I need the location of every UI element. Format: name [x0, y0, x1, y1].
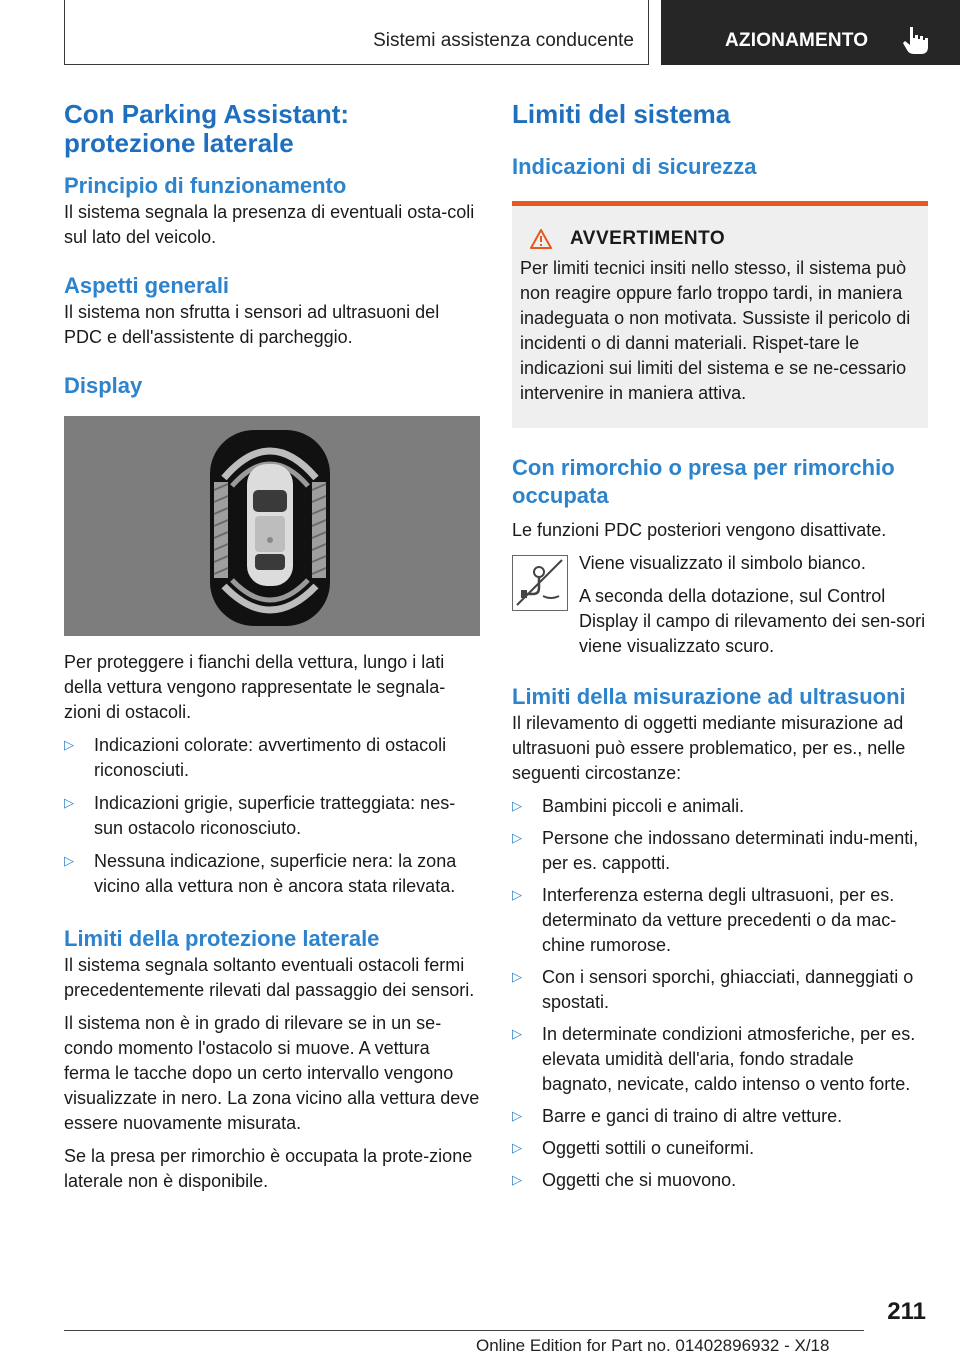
principio-heading: Principio di funzionamento: [64, 173, 347, 198]
trailer-hitch-icon: [512, 555, 568, 611]
rimorchio-text-2: Viene visualizzato il simbolo bianco.: [579, 553, 866, 573]
warning-header: [520, 228, 920, 250]
warning-title: AVVERTIMENTO: [570, 228, 726, 249]
footer-divider: [64, 1330, 864, 1331]
header-chapter-title: AZIONAMENTO: [725, 30, 869, 51]
rimorchio-heading: Con rimorchio o presa per rimorchio occupata: [512, 455, 895, 508]
header-section-tab: [64, 0, 649, 65]
footer-edition-text: Online Edition for Part no. 01402896932 - X/18: [476, 1336, 830, 1355]
list-item: ▷ Barre e ganci di traino di altre vetture.: [512, 1104, 928, 1129]
list-item: ▷ Con i sensori sporchi, ghiacciati, danneggiati o spostati.: [512, 965, 928, 1015]
left-column: [64, 100, 480, 1194]
car-top-view-illustration: [64, 416, 480, 636]
limiti-text-1: Il sistema segnala soltanto eventuali ostacoli fermi precedentemente rilevati dal passaggio dei sensori.: [64, 955, 475, 1000]
list-item: ▷ Persone che indossano determinati indu-menti, per es. cappotti.: [512, 826, 928, 876]
warning-box: [512, 201, 928, 428]
warning-text: Per limiti tecnici insiti nello stesso, il sistema può non reagire oppure farlo troppo tardi, in maniera inadeguata o non motivata. Sussiste il pericolo di incidenti o di danni materiali. Rispet-tare le indicazioni sui limiti del sistema e se ne-cessario intervenire in maniera attiva.: [520, 258, 911, 403]
list-item: ▷ Oggetti sottili o cuneiformi.: [512, 1136, 928, 1161]
tow-symbol-row: [512, 551, 928, 659]
display-bullet-list: [64, 733, 480, 899]
aspetti-text: Il sistema non sfrutta i sensori ad ultrasuoni del PDC e dell'assistente di parcheggio.: [64, 302, 440, 347]
display-text: Per proteggere i fianchi della vettura, lungo i lati della vettura vengono rappresentate le segnala-zioni di ostacoli.: [64, 652, 446, 722]
list-item: ▷ Interferenza esterna degli ultrasuoni, per es. determinato da vetture precedenti o da mac-chine rumorose.: [512, 883, 928, 958]
rimorchio-text-1: Le funzioni PDC posteriori vengono disattivate.: [512, 520, 887, 540]
side-protection-display-figure: [64, 416, 480, 636]
misurazione-bullet-list: [512, 794, 928, 1193]
display-heading: Display: [64, 373, 143, 398]
rimorchio-text-3: A seconda della dotazione, sul Control Display il campo di rilevamento dei sen-sori viene visualizzato scuro.: [579, 586, 926, 656]
limiti-protezione-heading: Limiti della protezione laterale: [64, 926, 380, 951]
limiti-text-3: Se la presa per rimorchio è occupata la prote-zione laterale non è disponibile.: [64, 1146, 473, 1191]
limiti-sistema-title: Limiti del sistema: [512, 99, 731, 129]
misurazione-heading: Limiti della misurazione ad ultrasuoni: [512, 684, 906, 709]
sicurezza-heading: Indicazioni di sicurezza: [512, 154, 757, 179]
header-chapter-tab: [661, 0, 960, 65]
list-item: ▷ Bambini piccoli e animali.: [512, 794, 928, 819]
list-item: ▷ Indicazioni colorate: avvertimento di ostacoli riconosciuti.: [64, 733, 480, 783]
list-item: ▷ Indicazioni grigie, superficie tratteggiata: nes-sun ostacolo riconosciuto.: [64, 791, 480, 841]
limiti-text-2: Il sistema non è in grado di rilevare se in un se-condo momento l'ostacolo si muove. A vettura ferma le tacche dopo un certo intervallo vengono visualizzate in nero. La zona vicino alla vettura deve essere nuovamente misurata.: [64, 1013, 480, 1133]
warning-triangle-icon: [530, 229, 552, 249]
pointing-hand-icon: [901, 25, 929, 55]
page-number: 211: [887, 1298, 926, 1325]
list-item: ▷ Nessuna indicazione, superficie nera: la zona vicino alla vettura non è ancora stata rilevata.: [64, 849, 480, 899]
list-item: ▷ Oggetti che si muovono.: [512, 1168, 928, 1193]
parking-assistant-title: Con Parking Assistant: protezione laterale: [64, 99, 350, 158]
aspetti-heading: Aspetti generali: [64, 273, 230, 298]
header-section-title: Sistemi assistenza conducente: [373, 30, 634, 51]
principio-text: Il sistema segnala la presenza di eventuali osta-coli sul lato del veicolo.: [64, 202, 475, 247]
right-column: [512, 100, 928, 1193]
list-item: ▷ In determinate condizioni atmosferiche, per es. elevata umidità dell'aria, fondo stradale bagnato, nevicate, caldo intenso o vento forte.: [512, 1022, 928, 1097]
misurazione-text: Il rilevamento di oggetti mediante misurazione ad ultrasuoni può essere problematico, per es., nelle seguenti circostanze:: [512, 713, 906, 783]
